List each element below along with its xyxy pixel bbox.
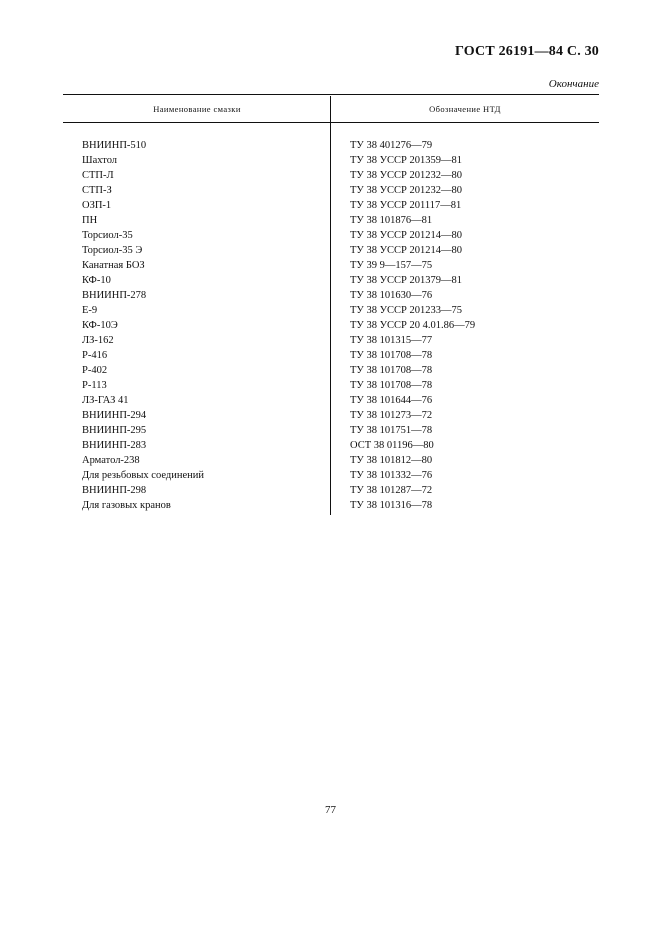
lubricant-name: Торсиол-35 Э bbox=[82, 245, 143, 256]
table-body bbox=[63, 123, 599, 515]
lubricant-table bbox=[63, 94, 599, 515]
ntd-designation: ТУ 38 101751—78 bbox=[350, 425, 433, 436]
lubricant-name: Е-9 bbox=[82, 305, 98, 316]
table-row bbox=[63, 438, 599, 453]
column-header-ntd: Обозначение НТД bbox=[429, 103, 501, 114]
ntd-designation: ТУ 38 101630—76 bbox=[350, 290, 433, 301]
ntd-designation: ТУ 39 9—157—75 bbox=[350, 260, 433, 271]
table-row bbox=[63, 183, 599, 198]
lubricant-name: КФ-10Э bbox=[82, 320, 118, 331]
ntd-designation: ТУ 38 101287—72 bbox=[350, 485, 433, 496]
ntd-designation: ТУ 38 101812—80 bbox=[350, 455, 433, 466]
ntd-designation: ТУ 38 101876—81 bbox=[350, 215, 433, 226]
lubricant-name: ВНИИНП-295 bbox=[82, 425, 147, 436]
table-row bbox=[63, 333, 599, 348]
ntd-designation: ТУ 38 УССР 201359—81 bbox=[350, 155, 463, 166]
table-row bbox=[63, 258, 599, 273]
lubricant-name: ВНИИНП-283 bbox=[82, 440, 147, 451]
ntd-designation: ТУ 38 101644—76 bbox=[350, 395, 433, 406]
table-row bbox=[63, 318, 599, 333]
table-header bbox=[63, 94, 599, 123]
ntd-designation: ТУ 38 УССР 201232—80 bbox=[350, 185, 463, 196]
ntd-designation: ТУ 38 101708—78 bbox=[350, 380, 433, 391]
ntd-designation: ТУ 38 УССР 201214—80 bbox=[350, 230, 463, 241]
table-row bbox=[63, 378, 599, 393]
lubricant-name: Р-416 bbox=[82, 350, 108, 361]
table-row bbox=[63, 393, 599, 408]
lubricant-name: Шахтол bbox=[82, 155, 118, 166]
table-row bbox=[63, 213, 599, 228]
ntd-designation: ТУ 38 УССР 201117—81 bbox=[350, 200, 462, 211]
table-row bbox=[63, 408, 599, 423]
lubricant-name: ВНИИНП-278 bbox=[82, 290, 147, 301]
page-number: 77 bbox=[325, 804, 336, 816]
table-row bbox=[63, 363, 599, 378]
table-row bbox=[63, 288, 599, 303]
lubricant-name: Арматол-238 bbox=[82, 455, 140, 466]
ntd-designation: ТУ 38 401276—79 bbox=[350, 140, 433, 151]
lubricant-name: ЛЗ-ГАЗ 41 bbox=[82, 395, 129, 406]
table-row bbox=[63, 243, 599, 258]
table-row bbox=[63, 273, 599, 288]
continuation-label: Окончание bbox=[548, 78, 599, 90]
lubricant-name: ВНИИНП-510 bbox=[82, 140, 147, 151]
column-header-name: Наименование смазки bbox=[153, 103, 241, 114]
ntd-designation: ТУ 38 101332—76 bbox=[350, 470, 433, 481]
ntd-designation: ТУ 38 УССР 20 4.01.86—79 bbox=[350, 320, 476, 331]
ntd-designation: ТУ 38 101273—72 bbox=[350, 410, 433, 421]
table-row bbox=[63, 468, 599, 483]
table-row bbox=[63, 348, 599, 363]
table-row bbox=[63, 198, 599, 213]
table-row bbox=[63, 153, 599, 168]
table-row bbox=[63, 498, 599, 513]
lubricant-name: ВНИИНП-298 bbox=[82, 485, 147, 496]
table-row bbox=[63, 453, 599, 468]
ntd-designation: ТУ 38 101315—77 bbox=[350, 335, 433, 346]
lubricant-name: Канатная БОЗ bbox=[82, 260, 145, 271]
lubricant-name: КФ-10 bbox=[82, 275, 111, 286]
table-row bbox=[63, 168, 599, 183]
lubricant-name: ВНИИНП-294 bbox=[82, 410, 147, 421]
lubricant-name: Р-402 bbox=[82, 365, 108, 376]
lubricant-name: Торсиол-35 bbox=[82, 230, 133, 241]
ntd-designation: ТУ 38 УССР 201379—81 bbox=[350, 275, 463, 286]
lubricant-name: СТП-З bbox=[82, 185, 112, 196]
lubricant-name: ПН bbox=[82, 215, 98, 226]
ntd-designation: ТУ 38 УССР 201232—80 bbox=[350, 170, 463, 181]
lubricant-name: Для резьбовых соединений bbox=[82, 470, 204, 481]
ntd-designation: ТУ 38 101708—78 bbox=[350, 350, 433, 361]
table-row bbox=[63, 138, 599, 153]
table-row bbox=[63, 228, 599, 243]
lubricant-name: Р-113 bbox=[82, 380, 107, 391]
ntd-designation: ТУ 38 101316—78 bbox=[350, 500, 433, 511]
ntd-designation: ТУ 38 УССР 201214—80 bbox=[350, 245, 463, 256]
lubricant-name: Для газовых кранов bbox=[82, 500, 171, 511]
lubricant-name: ЛЗ-162 bbox=[82, 335, 114, 346]
table-row bbox=[63, 423, 599, 438]
document-header: ГОСТ 26191—84 С. 30 bbox=[455, 44, 599, 59]
lubricant-name: ОЗП-1 bbox=[82, 200, 112, 211]
ntd-designation: ТУ 38 101708—78 bbox=[350, 365, 433, 376]
table-row bbox=[63, 303, 599, 318]
lubricant-name: СТП-Л bbox=[82, 170, 114, 181]
table-row bbox=[63, 483, 599, 498]
ntd-designation: ОСТ 38 01196—80 bbox=[350, 440, 434, 451]
ntd-designation: ТУ 38 УССР 201233—75 bbox=[350, 305, 463, 316]
column-divider bbox=[330, 96, 331, 515]
